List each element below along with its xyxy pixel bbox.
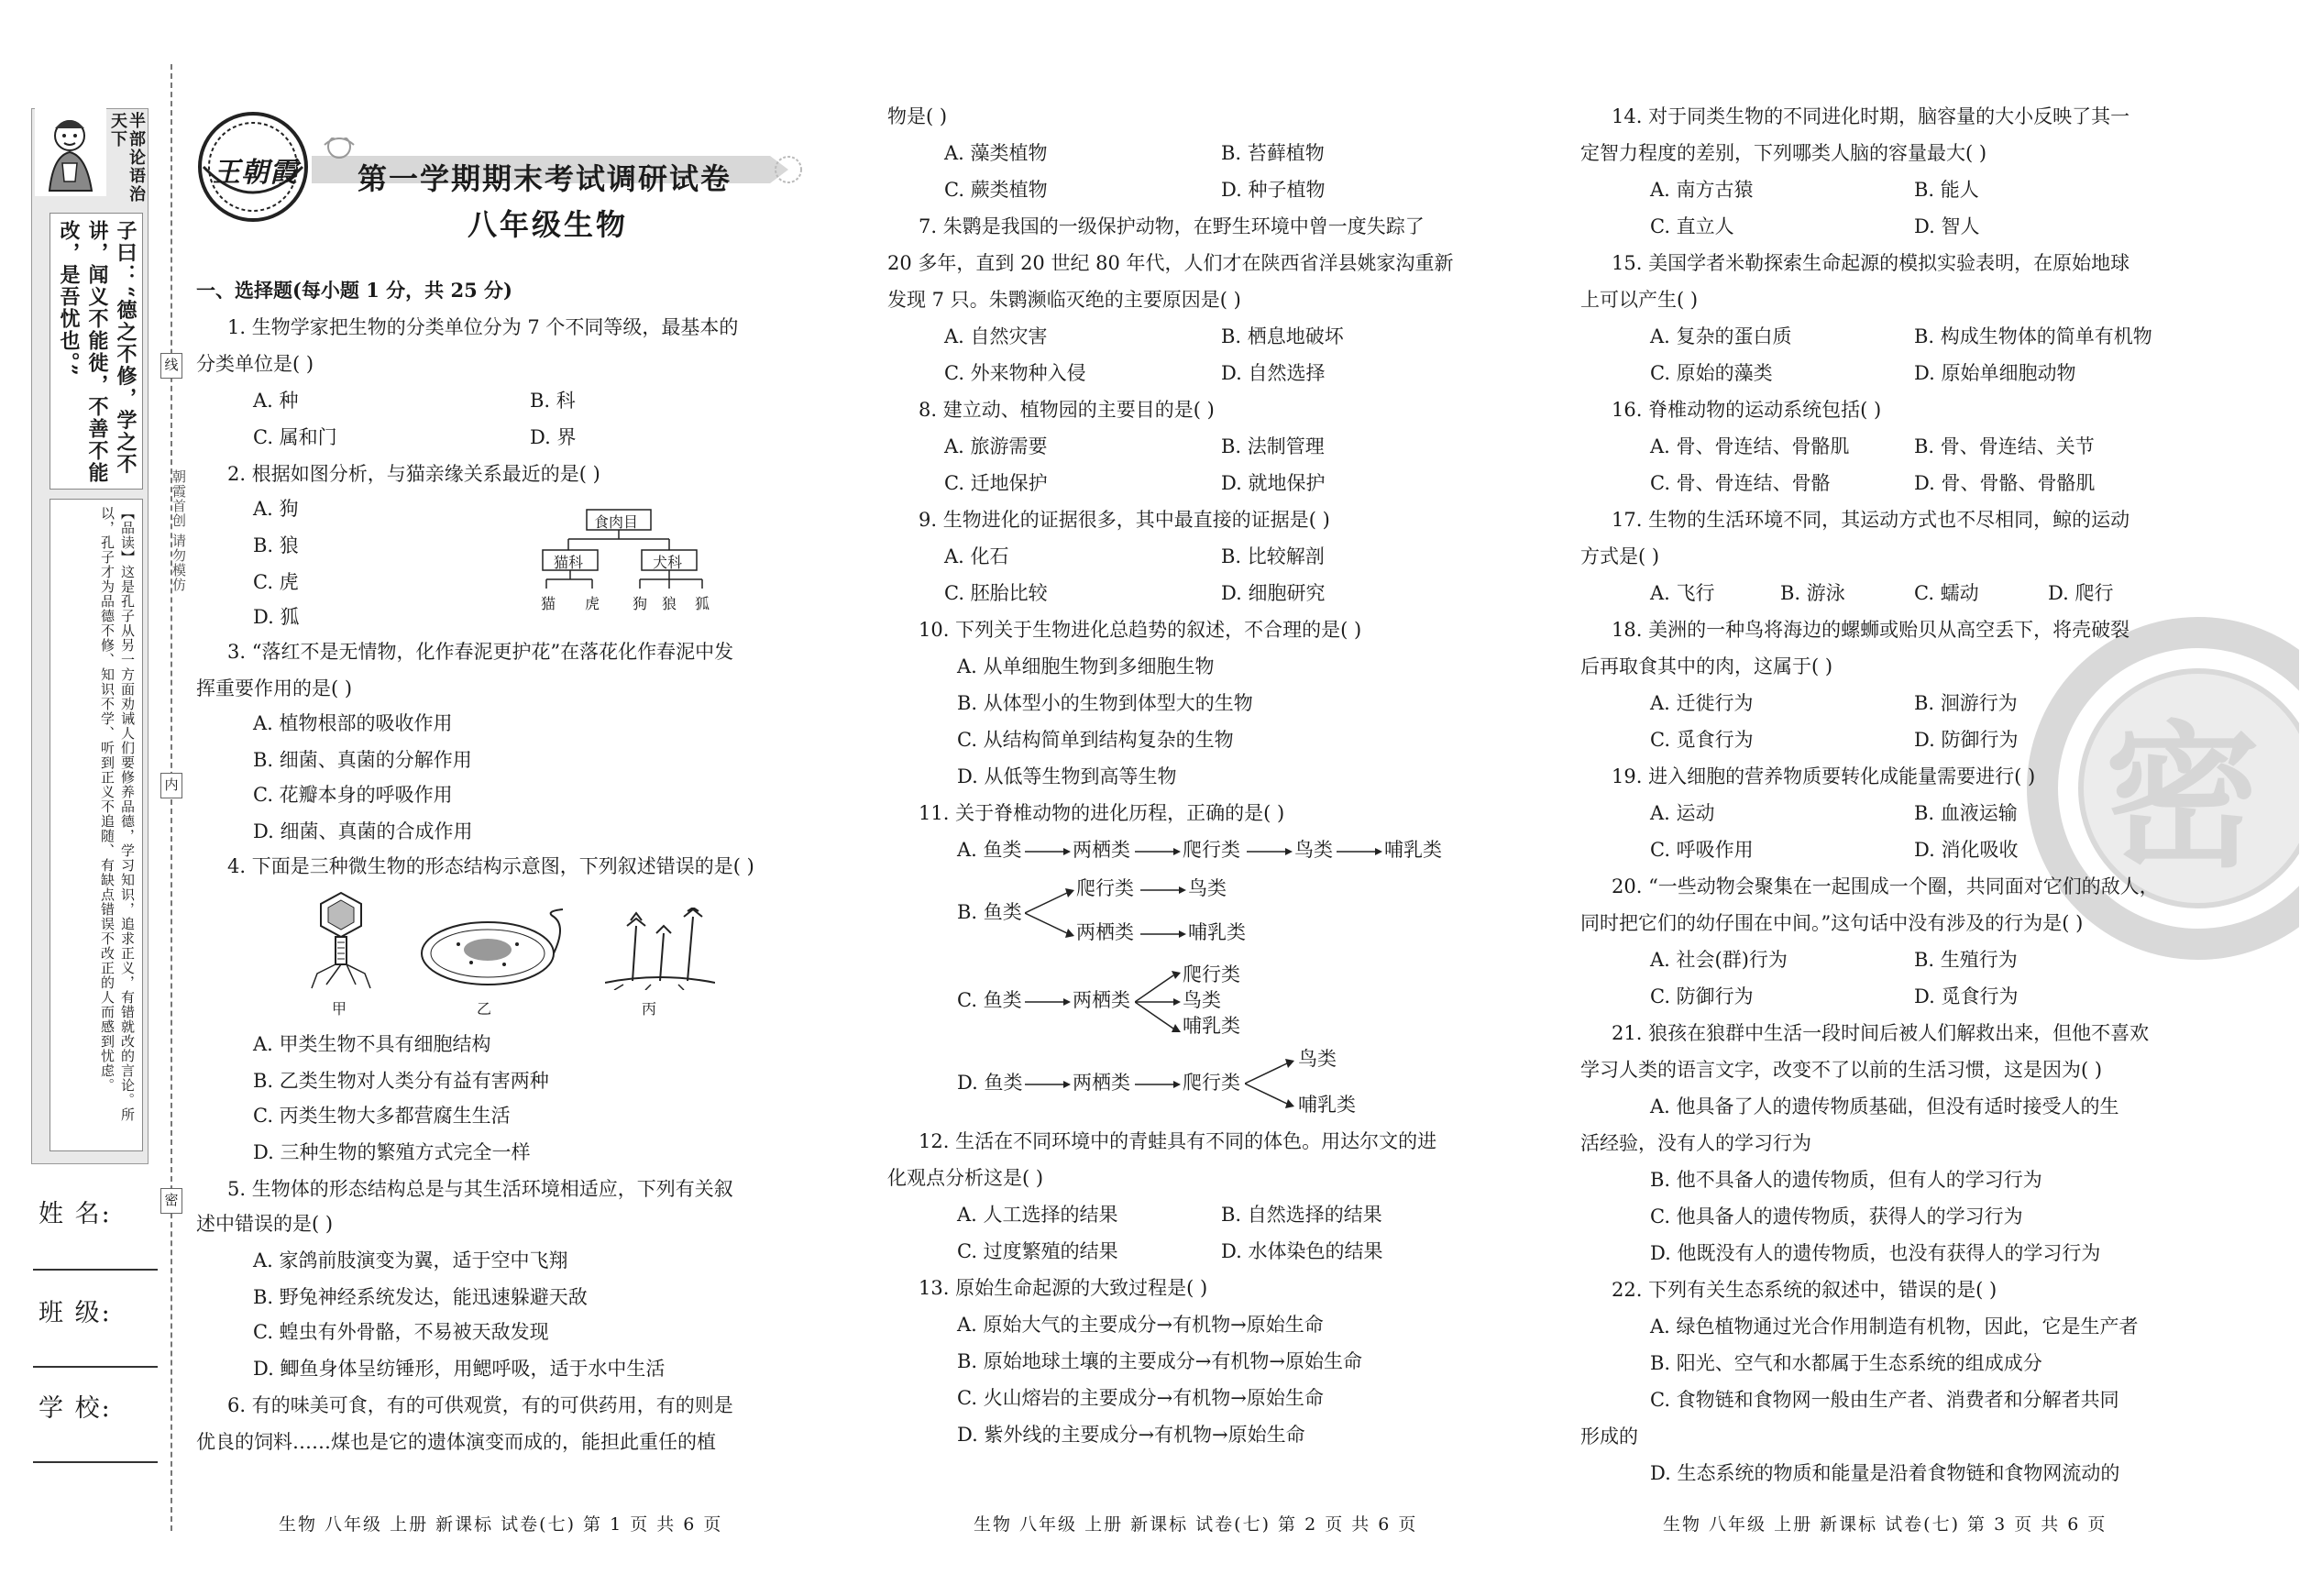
q18-option-d[interactable]: D. 防御行为	[1914, 729, 2019, 751]
q19-option-c[interactable]: C. 呼吸作用	[1650, 839, 1754, 861]
q12-option-b[interactable]: B. 自然选择的结果	[1221, 1204, 1382, 1226]
q5-option-b[interactable]: B. 野兔神经系统发达，能迅速躲避天敌	[253, 1286, 588, 1308]
q10-option-b[interactable]: B. 从体型小的生物到体型大的生物	[957, 692, 1253, 714]
q6-option-b[interactable]: B. 苔藓植物	[1221, 142, 1325, 164]
q10-stem: 10. 下列关于生物进化总趋势的叙述，不合理的是( )	[919, 619, 1362, 641]
q12-option-a[interactable]: A. 人工选择的结果	[957, 1204, 1118, 1226]
q4-option-b[interactable]: B. 乙类生物对人类分有益有害两种	[253, 1070, 549, 1092]
q20-option-b[interactable]: B. 生殖行为	[1914, 949, 2018, 971]
q21-stem-1: 21. 狼孩在狼群中生活一段时间后被人们解救出来，但他不喜欢	[1612, 1022, 2150, 1044]
mold-illustration-icon	[605, 908, 715, 990]
school-field-label: 学 校:	[39, 1394, 112, 1423]
tree-leaf-fox: 狐	[695, 595, 710, 612]
q13-stem: 13. 原始生命起源的大致过程是( )	[919, 1277, 1208, 1299]
q9-stem: 9. 生物进化的证据很多，其中最直接的证据是( )	[919, 509, 1330, 531]
q22-option-d[interactable]: D. 生态系统的物质和能量是沿着食物链和食物网流动的	[1650, 1462, 2120, 1484]
q11a-node-4: 哺乳类	[1384, 839, 1442, 861]
q18-option-b[interactable]: B. 洄游行为	[1914, 692, 2018, 714]
q12-option-d[interactable]: D. 水体染色的结果	[1221, 1240, 1383, 1262]
q21-option-c[interactable]: C. 他具备人的遗传物质，获得人的学习行为	[1650, 1205, 2023, 1227]
q9-option-d[interactable]: D. 细胞研究	[1221, 582, 1326, 604]
page2-column	[887, 0, 1529, 1596]
q4-figure-label-b: 乙	[477, 1000, 492, 1018]
q4-figure-label-c: 丙	[642, 1000, 657, 1018]
tree-leaf-tiger: 虎	[585, 595, 600, 612]
q21-option-a-2[interactable]: 活经验，没有人的学习行为	[1580, 1132, 1811, 1154]
class-field-label: 班 级:	[39, 1299, 112, 1327]
q21-option-d[interactable]: D. 他既没有人的遗传物质，也没有获得人的学习行为	[1650, 1242, 2101, 1264]
q2-stem: 2. 根据如图分析，与猫亲缘关系最近的是( )	[227, 463, 600, 485]
q1-option-a[interactable]: A. 种	[253, 390, 299, 412]
q3-stem-1: 3. “落红不是无情物，化作春泥更护花”在落花化作春泥中发	[227, 641, 734, 663]
tree-node-felidae: 猫科	[554, 554, 584, 571]
q1-option-d[interactable]: D. 界	[530, 426, 577, 448]
q5-option-d[interactable]: D. 鲫鱼身体呈纺锤形，用鳃呼吸，适于水中生活	[253, 1358, 666, 1380]
page3-footer: 生物 八年级 上册 新课标 试卷(七) 第 3 页 共 6 页	[1663, 1514, 2107, 1535]
q7-stem-1: 7. 朱鹮是我国的一级保护动物，在野生环境中曾一度失踪了	[919, 215, 1425, 237]
q2-classification-figure	[541, 508, 724, 618]
q11d-node-2: 爬行类	[1183, 1072, 1240, 1094]
q6-option-c[interactable]: C. 蕨类植物	[944, 179, 1048, 201]
q3-option-c[interactable]: C. 花瓣本身的呼吸作用	[253, 784, 453, 806]
q19-option-b[interactable]: B. 血液运输	[1914, 802, 2018, 824]
q11b-lower-1: 两栖类	[1076, 921, 1134, 943]
q20-stem-2: 同时把它们的幼仔围在中间。”这句话中没有涉及的行为是( )	[1580, 912, 2084, 934]
sidebar-commentary: 【品读】这是孔子从另一方面劝诫人们要修养品德，学习知识，追求正义，有错就改的言论。所以，孔子才为品德不修、知识不学、听到正义不追随、有缺点错误不改正的人而感到忧虑。	[99, 506, 136, 1122]
q16-option-c[interactable]: C. 骨、骨连结、骨骼	[1650, 472, 1831, 494]
sidebar-series-title: 半部论语治天下	[108, 112, 146, 204]
q6-option-d[interactable]: D. 种子植物	[1221, 179, 1326, 201]
q17-option-a[interactable]: A. 飞行	[1650, 582, 1715, 604]
q20-option-d[interactable]: D. 觅食行为	[1914, 985, 2019, 1007]
name-field-line[interactable]	[33, 1269, 158, 1271]
q7-option-c[interactable]: C. 外来物种入侵	[944, 362, 1086, 384]
q3-option-b[interactable]: B. 细菌、真菌的分解作用	[253, 749, 472, 771]
q9-option-a[interactable]: A. 化石	[944, 545, 1009, 567]
page1-footer: 生物 八年级 上册 新课标 试卷(七) 第 1 页 共 6 页	[279, 1514, 723, 1535]
q11a-label: A. 鱼类	[957, 839, 1022, 861]
q5-stem-1: 5. 生物体的形态结构总是与其生活环境相适应，下列有关叙	[227, 1178, 733, 1200]
q14-stem-1: 14. 对于同类生物的不同进化时期，脑容量的大小反映了其一	[1612, 105, 2130, 127]
q17-stem-2: 方式是( )	[1580, 545, 1660, 567]
page1-column	[196, 0, 820, 1596]
name-field-label: 姓 名:	[39, 1200, 112, 1228]
tree-node-canidae: 犬科	[653, 554, 683, 571]
q4-option-a[interactable]: A. 甲类生物不具有细胞结构	[253, 1033, 491, 1055]
q2-option-a[interactable]: A. 狗	[253, 498, 299, 520]
q3-option-d[interactable]: D. 细菌、真菌的合成作用	[253, 820, 473, 842]
q3-stem-2: 挥重要作用的是( )	[196, 677, 353, 699]
margin-mark-3: 密	[160, 1188, 182, 1214]
margin-mark-2: 内	[160, 773, 182, 798]
q5-option-a[interactable]: A. 家鸽前肢演变为翼，适于空中飞翔	[253, 1249, 568, 1271]
q8-stem: 8. 建立动、植物园的主要目的是( )	[919, 399, 1215, 421]
page3-column	[1580, 0, 2204, 1596]
q1-option-c[interactable]: C. 属和门	[253, 426, 337, 448]
school-field-line[interactable]	[33, 1461, 158, 1463]
q22-option-c-2[interactable]: 形成的	[1580, 1425, 1638, 1447]
q11d-target-1: 鸟类	[1298, 1048, 1337, 1070]
q11b-label: B. 鱼类	[957, 901, 1022, 923]
q14-option-b[interactable]: B. 能人	[1914, 179, 1979, 201]
q2-option-d[interactable]: D. 狐	[253, 606, 300, 628]
q15-option-c[interactable]: C. 原始的藻类	[1650, 362, 1773, 384]
q19-stem: 19. 进入细胞的营养物质要转化成能量需要进行( )	[1612, 765, 2036, 787]
q9-option-b[interactable]: B. 比较解剖	[1221, 545, 1325, 567]
q17-stem-1: 17. 生物的生活环境不同，其运动方式也不尽相同，鲸的运动	[1612, 509, 2130, 531]
q5-option-c[interactable]: C. 蝗虫有外骨骼，不易被天敌发现	[253, 1321, 549, 1343]
q11-option-b[interactable]	[957, 876, 1470, 950]
confucius-mascot-icon	[35, 108, 106, 196]
section-heading: 一、选择题(每小题 1 分，共 25 分)	[196, 279, 512, 302]
q13-option-d[interactable]: D. 紫外线的主要成分→有机物→原始生命	[957, 1424, 1305, 1446]
tree-leaf-wolf: 狼	[662, 595, 677, 612]
q14-option-d[interactable]: D. 智人	[1914, 215, 1980, 237]
q11d-label: D. 鱼类	[957, 1072, 1023, 1094]
q11c-label: C. 鱼类	[957, 989, 1022, 1011]
q8-option-d[interactable]: D. 就地保护	[1221, 472, 1326, 494]
q20-option-c[interactable]: C. 防御行为	[1650, 985, 1754, 1007]
q21-stem-2: 学习人类的语言文字，改变不了以前的生活习惯，这是因为( )	[1580, 1059, 2103, 1081]
q20-stem-1: 20. “一些动物会聚集在一起围成一个圈，共同面对它们的敌人，	[1612, 875, 2159, 897]
page-subtitle: 八年级生物	[468, 207, 629, 242]
q17-option-c[interactable]: C. 蠕动	[1914, 582, 1979, 604]
copyright-note: 朝霞首创 请勿模仿	[171, 469, 187, 592]
margin-mark-1: 线	[160, 353, 182, 379]
q22-option-b[interactable]: B. 阳光、空气和水都属于生态系统的组成成分	[1650, 1352, 2042, 1374]
q17-option-b[interactable]: B. 游泳	[1780, 582, 1845, 604]
q12-stem-2: 化观点分析这是( )	[887, 1167, 1044, 1189]
q22-option-c-1[interactable]: C. 食物链和食物网一般由生产者、消费者和分解者共同	[1650, 1389, 2119, 1411]
q6-stem-2: 优良的饲料……煤也是它的遗体演变而成的，能担此重任的植	[196, 1431, 716, 1453]
q12-option-c[interactable]: C. 过度繁殖的结果	[957, 1240, 1118, 1262]
q10-option-c[interactable]: C. 从结构简单到结构复杂的生物	[957, 729, 1234, 751]
q7-stem-2: 20 多年，直到 20 世纪 80 年代，人们才在陕西省洋县姚家沟重新	[887, 252, 1454, 274]
q10-option-a[interactable]: A. 从单细胞生物到多细胞生物	[957, 655, 1215, 677]
q11d-node-1: 两栖类	[1073, 1072, 1130, 1094]
q11b-upper-1: 爬行类	[1076, 877, 1134, 899]
q11a-node-3: 鸟类	[1294, 839, 1333, 861]
brand-logo-text: 王朝霞	[213, 157, 298, 189]
q14-option-c[interactable]: C. 直立人	[1650, 215, 1734, 237]
q1-stem-1: 1. 生物学家把生物的分类单位分为 7 个不同等级，最基本的	[227, 316, 739, 338]
q4-figure-label-a: 甲	[332, 1000, 347, 1018]
q11a-node-1: 两栖类	[1073, 839, 1130, 861]
q11d-target-2: 哺乳类	[1298, 1094, 1356, 1116]
virus-illustration-icon	[304, 889, 378, 990]
q7-option-b[interactable]: B. 栖息地破坏	[1221, 325, 1344, 347]
q21-option-b[interactable]: B. 他不具备人的遗传物质，但有人的学习行为	[1650, 1169, 2042, 1191]
seal-character: 密	[2105, 706, 2261, 889]
q10-option-d[interactable]: D. 从低等生物到高等生物	[957, 765, 1177, 787]
q16-option-a[interactable]: A. 骨、骨连结、骨骼肌	[1650, 435, 1850, 457]
q22-stem: 22. 下列有关生态系统的叙述中，错误的是( )	[1612, 1279, 1997, 1301]
q12-stem-1: 12. 生活在不同环境中的青蛙具有不同的体色。用达尔文的进	[919, 1130, 1437, 1152]
q16-option-b[interactable]: B. 骨、骨连结、关节	[1914, 435, 2095, 457]
q1-stem-2: 分类单位是( )	[196, 353, 314, 375]
q15-stem-1: 15. 美国学者米勒探索生命起源的模拟实验表明，在原始地球	[1612, 252, 2130, 274]
q11-stem: 11. 关于脊椎动物的进化历程，正确的是( )	[919, 802, 1285, 824]
q11-option-d[interactable]	[957, 1047, 1470, 1120]
q11b-upper-2: 鸟类	[1188, 877, 1227, 899]
q11c-target-3: 哺乳类	[1183, 1015, 1240, 1037]
q11c-target-2: 鸟类	[1183, 989, 1221, 1011]
q6-stem-1: 6. 有的味美可食，有的可供观赏，有的可供药用，有的则是	[227, 1394, 733, 1416]
q19-option-a[interactable]: A. 运动	[1650, 802, 1715, 824]
q18-stem-2: 后再取食其中的肉，这属于( )	[1580, 655, 1833, 677]
q7-option-a[interactable]: A. 自然灾害	[944, 325, 1048, 347]
q13-option-a[interactable]: A. 原始大气的主要成分→有机物→原始生命	[957, 1314, 1324, 1336]
q4-option-c[interactable]: C. 丙类生物大多都营腐生生活	[253, 1105, 511, 1127]
tree-leaf-dog: 狗	[633, 595, 648, 612]
bacterium-illustration-icon	[416, 908, 581, 999]
q7-option-d[interactable]: D. 自然选择	[1221, 362, 1326, 384]
q2-option-c[interactable]: C. 虎	[253, 571, 299, 593]
q9-option-c[interactable]: C. 胚胎比较	[944, 582, 1048, 604]
q5-stem-2: 述中错误的是( )	[196, 1213, 334, 1235]
q18-option-a[interactable]: A. 迁徙行为	[1650, 692, 1754, 714]
q15-option-b[interactable]: B. 构成生物体的简单有机物	[1914, 325, 2152, 347]
q8-option-b[interactable]: B. 法制管理	[1221, 435, 1325, 457]
q3-option-a[interactable]: A. 植物根部的吸收作用	[253, 712, 453, 734]
q13-option-c[interactable]: C. 火山熔岩的主要成分→有机物→原始生命	[957, 1387, 1324, 1409]
page-title: 第一学期期末考试调研试卷	[358, 161, 732, 196]
q8-option-c[interactable]: C. 迁地保护	[944, 472, 1048, 494]
q16-stem: 16. 脊椎动物的运动系统包括( )	[1612, 399, 1882, 421]
q18-stem-1: 18. 美洲的一种鸟将海边的螺蛳或贻贝从高空丢下，将壳破裂	[1612, 619, 2130, 641]
q2-option-b[interactable]: B. 狼	[253, 534, 299, 556]
class-field-line[interactable]	[33, 1366, 158, 1368]
q6-cont-stem: 物是( )	[887, 105, 948, 127]
q11-option-c[interactable]	[957, 959, 1470, 1041]
q14-option-a[interactable]: A. 南方古猿	[1650, 179, 1754, 201]
q11c-node-1: 两栖类	[1073, 989, 1130, 1011]
page2-footer: 生物 八年级 上册 新课标 试卷(七) 第 2 页 共 6 页	[974, 1514, 1418, 1535]
q8-option-a[interactable]: A. 旅游需要	[944, 435, 1048, 457]
q20-option-a[interactable]: A. 社会(群)行为	[1650, 949, 1788, 971]
q18-option-c[interactable]: C. 觅食行为	[1650, 729, 1754, 751]
q22-option-a[interactable]: A. 绿色植物通过光合作用制造有机物，因此，它是生产者	[1650, 1315, 2139, 1337]
q14-stem-2: 定智力程度的差别，下列哪类人脑的容量最大( )	[1580, 142, 1987, 164]
q7-stem-3: 发现 7 只。朱鹮濒临灭绝的主要原因是( )	[887, 289, 1241, 311]
q13-option-b[interactable]: B. 原始地球土壤的主要成分→有机物→原始生命	[957, 1350, 1362, 1372]
q6-option-a[interactable]: A. 藻类植物	[944, 142, 1048, 164]
q4-stem: 4. 下面是三种微生物的形态结构示意图，下列叙述错误的是( )	[227, 855, 754, 877]
q11-option-a[interactable]	[957, 838, 1470, 865]
q19-option-d[interactable]: D. 消化吸收	[1914, 839, 2019, 861]
sidebar-quote: 子曰：“德之不修，学之不讲，闻义不能徙，不善不能改，是吾忧也。”	[57, 220, 138, 484]
q4-option-d[interactable]: D. 三种生物的繁殖方式完全一样	[253, 1141, 531, 1163]
q11b-lower-2: 哺乳类	[1188, 921, 1246, 943]
q11a-node-2: 爬行类	[1183, 839, 1240, 861]
tree-node-order: 食肉目	[594, 513, 639, 531]
tree-leaf-cat: 猫	[541, 595, 556, 612]
q15-stem-2: 上可以产生( )	[1580, 289, 1699, 311]
q15-option-d[interactable]: D. 原始单细胞动物	[1914, 362, 2076, 384]
q1-option-b[interactable]: B. 科	[530, 390, 576, 412]
q11c-target-1: 爬行类	[1183, 963, 1240, 985]
q15-option-a[interactable]: A. 复杂的蛋白质	[1650, 325, 1792, 347]
q17-option-d[interactable]: D. 爬行	[2048, 582, 2114, 604]
q21-option-a-1[interactable]: A. 他具备了人的遗传物质基础，但没有适时接受人的生	[1650, 1095, 2119, 1117]
q16-option-d[interactable]: D. 骨、骨骼、骨骼肌	[1914, 472, 2096, 494]
